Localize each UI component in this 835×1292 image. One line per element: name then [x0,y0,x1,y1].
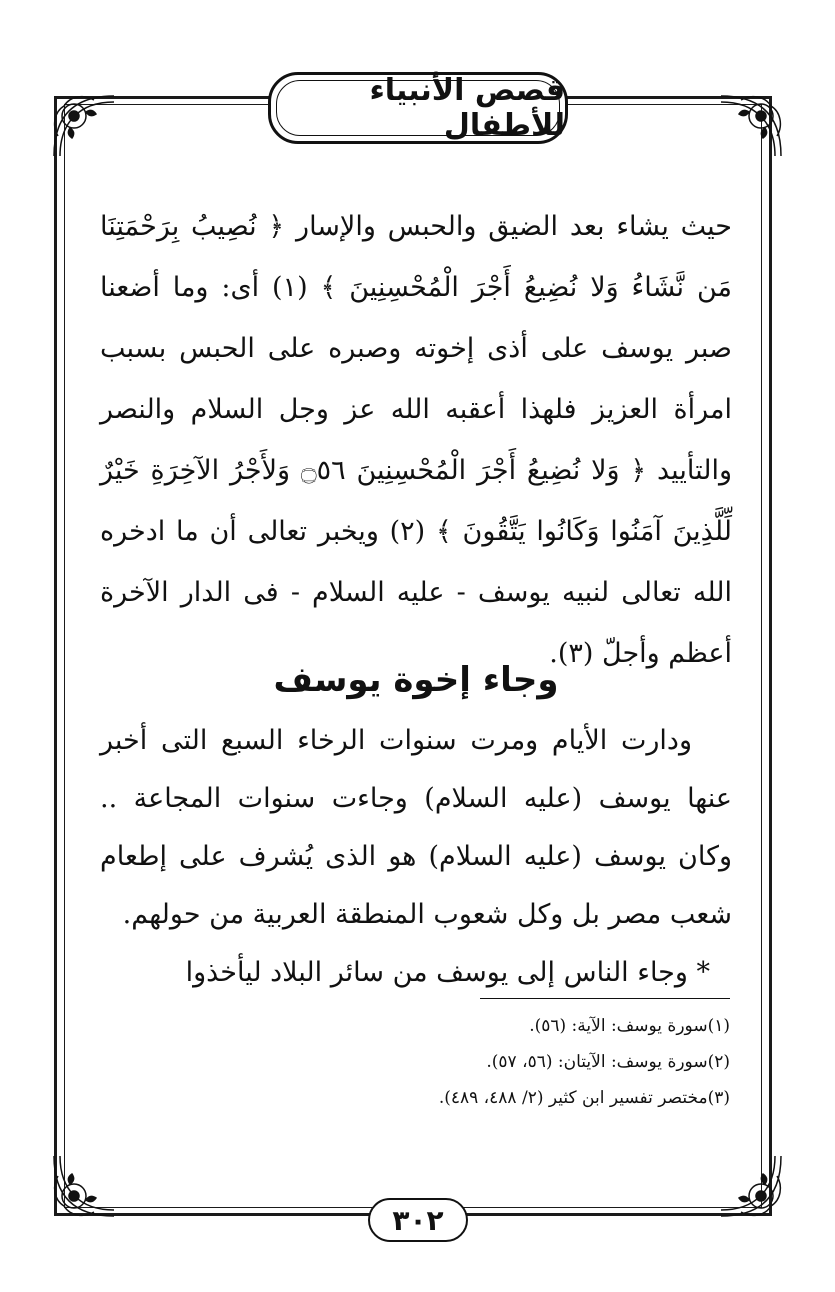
footnote-1: (١)سورة يوسف: الآية: (٥٦). [529,1016,730,1036]
page-number: ٣٠٢ [368,1198,468,1242]
footnote-divider [480,998,730,999]
header-cartouche [268,72,568,144]
corner-ornament-icon [711,86,791,166]
corner-ornament-icon [44,1146,124,1226]
footnotes [300,1008,730,1116]
paragraph-1: حيث يشاء بعد الضيق والحبس والإسار ﴿ نُصِيبُ بِرَحْمَتِنَا مَن نَّشَاءُ وَلا نُضِيعُ أَجْرَ الْمُحْسِنِينَ ﴾ (١) أى: وما أضعنا صبر يوسف على أذى إخوته وصبره على الحبس بسبب امرأة العزيز فلهذا أعقبه الله عز وجل السلام والنصر والتأييد ﴿ وَلا نُضِيعُ أَجْرَ الْمُحْسِنِينَ ۝٥٦ وَلأَجْرُ الآخِرَةِ خَيْرٌ لِّلَّذِينَ آمَنُوا وَكَانُوا يَتَّقُونَ ﴾ (٢) ويخبر تعالى أن ما ادخره الله تعالى لنبيه يوسف - عليه السلام - فى الدار الآخرة أعظم وأجلّ (٣). [100,211,732,669]
section-heading: وجاء إخوة يوسف [273,660,559,700]
footnote-3: (٣)مختصر تفسير ابن كثير (٢/ ٤٨٨، ٤٨٩). [438,1088,730,1108]
paragraph-3: * وجاء الناس إلى يوسف من سائر البلاد ليأخذوا [185,957,710,988]
corner-ornament-icon [711,1146,791,1226]
book-title: قصص الأنبياء للأطفال [369,73,565,143]
footnote-2: (٢)سورة يوسف: الآيتان: (٥٦، ٥٧). [486,1052,730,1072]
paragraph-2: ودارت الأيام ومرت سنوات الرخاء السبع التى أخبر عنها يوسف (عليه السلام) وجاءت سنوات المجاعة .. وكان يوسف (عليه السلام) هو الذى يُشرف على إطعام شعب مصر بل وكل شعوب المنطقة العربية من حولهم. [100,725,732,930]
corner-ornament-icon [44,86,124,166]
section-text-block [100,712,732,1002]
main-text-block [100,196,732,684]
